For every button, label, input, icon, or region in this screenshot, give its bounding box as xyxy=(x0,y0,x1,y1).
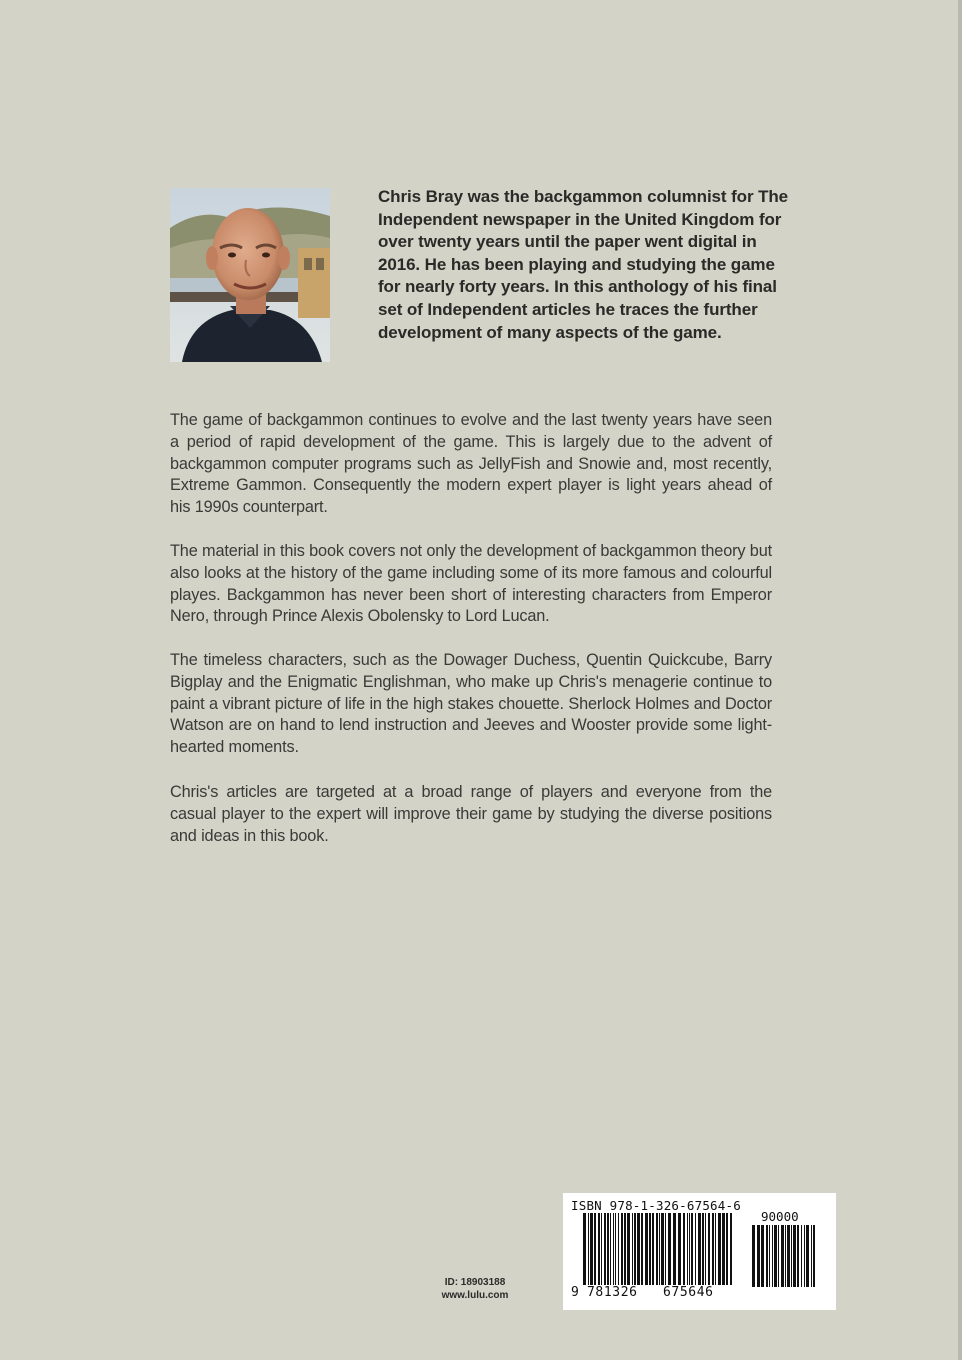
publisher-info xyxy=(420,1276,530,1302)
barcode-bar xyxy=(607,1213,609,1285)
barcode-bar xyxy=(695,1213,696,1285)
barcode-bar xyxy=(761,1225,764,1287)
barcode-bar xyxy=(615,1213,616,1285)
barcode-digit-lead: 9 xyxy=(571,1285,580,1300)
barcode-bar xyxy=(627,1213,630,1285)
author-bio: Chris Bray was the backgammon columnist for The Independent newspaper in the United Kingdom for over twenty years until the paper went digital in 2016. He has been playing and studying the game for nearly forty years. In this anthology of his final set of Independent articles he traces the further development of many aspects of the game. xyxy=(378,187,789,342)
barcode-addon-bars xyxy=(752,1225,816,1301)
barcode-bar xyxy=(649,1213,651,1285)
barcode-bar xyxy=(613,1213,614,1285)
barcode-bar xyxy=(793,1225,796,1287)
barcode-bar xyxy=(804,1225,805,1287)
author-photo xyxy=(170,188,330,362)
barcode-bar xyxy=(691,1213,693,1285)
barcode-bar xyxy=(601,1213,602,1285)
barcode-digits-right: 675646 xyxy=(663,1285,714,1300)
barcode-bar xyxy=(604,1213,606,1285)
barcode-bar xyxy=(665,1213,666,1285)
isbn-barcode xyxy=(563,1193,836,1310)
barcode-bar xyxy=(590,1213,593,1285)
barcode-bar xyxy=(668,1213,671,1285)
barcode-bar xyxy=(806,1225,809,1287)
price-addon-code: 90000 xyxy=(761,1209,799,1224)
barcode-bar xyxy=(715,1213,716,1285)
barcode-bar xyxy=(781,1225,784,1287)
blurb-paragraph: The material in this book covers not only the development of backgammon theory but also looks at the history of the game including some of its more famous and colourful playes. Backgammon has never been short of interesting characters from Emperor Nero, through Prince Alexis Obolensky to Lord Lucan. xyxy=(170,542,772,626)
barcode-bar xyxy=(772,1225,773,1287)
barcode-bar xyxy=(598,1213,600,1285)
barcode-bar xyxy=(645,1213,648,1285)
barcode-bar xyxy=(634,1213,636,1285)
barcode-bar xyxy=(624,1213,626,1285)
barcode-bar xyxy=(752,1225,755,1287)
barcode-bar xyxy=(718,1213,721,1285)
barcode-bar xyxy=(618,1213,619,1285)
barcode-bar xyxy=(708,1213,710,1285)
barcode-bar xyxy=(661,1213,664,1285)
barcode-bar xyxy=(801,1225,802,1287)
barcode-bar xyxy=(698,1213,701,1285)
barcode-bar xyxy=(656,1213,658,1285)
barcode-bar xyxy=(811,1225,812,1287)
barcode-bar xyxy=(774,1225,777,1287)
publisher-id: ID: 18903188 xyxy=(444,1277,506,1288)
barcode-bar xyxy=(637,1213,640,1285)
blurb-paragraph: The timeless characters, such as the Dowager Duchess, Quentin Quickcube, Barry Bigplay and the Enigmatic Englishman, who make up Chris's menagerie continue to paint a vibrant picture of life in the high stakes chouette. Sherlock Holmes and Doctor Watson are on hand to lend instruction and Jeeves and Wooster provide some light-hearted moments. xyxy=(170,651,772,757)
barcode-bar xyxy=(689,1213,690,1285)
barcode-bar xyxy=(659,1213,660,1285)
barcode-bar xyxy=(632,1213,633,1285)
barcode-bar xyxy=(797,1225,799,1287)
barcode-bar xyxy=(778,1225,779,1287)
barcode-bar xyxy=(621,1213,623,1285)
barcode-bar xyxy=(730,1213,732,1285)
barcode-bar xyxy=(687,1213,688,1285)
barcode-digits-left: 781326 xyxy=(587,1285,638,1300)
barcode-bar xyxy=(813,1225,815,1287)
barcode-bar xyxy=(785,1225,786,1287)
barcode-bar xyxy=(673,1213,676,1285)
barcode-bar xyxy=(641,1213,643,1285)
barcode-bar xyxy=(712,1213,714,1285)
publisher-url: www.lulu.com xyxy=(441,1290,509,1301)
blurb-paragraph: The game of backgammon continues to evolve and the last twenty years have seen a period of rapid development of the game. This is largely due to the advent of backgammon computer programs such as JellyFish and Snowie and, most recently, Extreme Gammon. Consequently the modern expert player is light years ahead of his 1990s counterpart. xyxy=(170,411,772,517)
barcode-bar xyxy=(757,1225,760,1287)
isbn-number: ISBN 978-1-326-67564-6 xyxy=(571,1198,741,1213)
barcode-bar xyxy=(791,1225,792,1287)
barcode-bar xyxy=(769,1225,770,1287)
barcode-bar xyxy=(726,1213,728,1285)
barcode-bar xyxy=(787,1225,790,1287)
barcode-bar xyxy=(652,1213,654,1285)
barcode-bar xyxy=(610,1213,611,1285)
barcode-digits xyxy=(571,1285,731,1303)
barcode-bar xyxy=(594,1213,596,1285)
barcode-bar xyxy=(766,1225,768,1287)
barcode-bar xyxy=(722,1213,725,1285)
cover-right-edge xyxy=(958,0,962,1360)
blurb-paragraph: Chris's articles are targeted at a broad range of players and everyone from the casual player to the expert will improve their game by studying the diverse positions and ideas in this book. xyxy=(170,783,772,845)
barcode-bar xyxy=(702,1213,704,1285)
barcode-bar xyxy=(705,1213,706,1285)
